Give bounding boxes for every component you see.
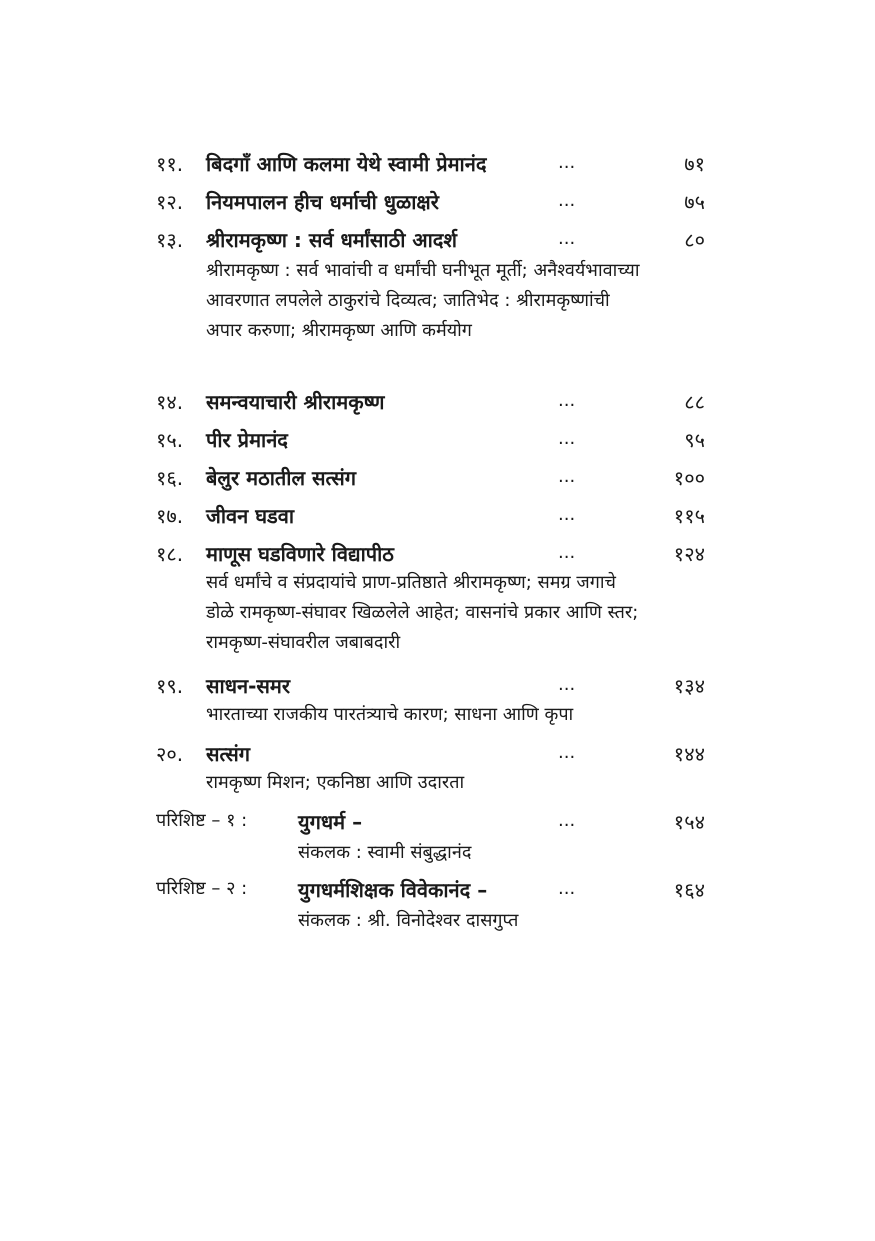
entry-subtopics: श्रीरामकृष्ण : सर्व भावांची व धर्मांची घनीभूत मूर्ती; अनैश्वर्यभावाच्या आवरणात लपलेले ठाकुरांचे दिव्यत्व; जातिभेद : श्रीरामकृष्णांची अपार करुणा; श्रीरामकृष्ण आणि कर्मयोग bbox=[206, 260, 640, 341]
entry-title: समन्वयाचारी श्रीरामकृष्ण bbox=[206, 390, 385, 414]
entry-page: ८८ bbox=[684, 390, 705, 414]
entry-page: १२४ bbox=[673, 542, 705, 566]
entry-page: ७१ bbox=[684, 152, 705, 176]
entry-title: साधन-समर bbox=[206, 674, 291, 698]
entry-page: १०० bbox=[673, 466, 705, 490]
entry-number: १८. bbox=[156, 542, 184, 566]
entry-dots: ... bbox=[558, 466, 576, 487]
appendix-title: युगधर्मशिक्षक विवेकानंद – bbox=[298, 878, 488, 902]
entry-title: जीवन घडवा bbox=[206, 504, 295, 528]
entry-dots: ... bbox=[558, 504, 576, 525]
entry-page: १४४ bbox=[673, 742, 705, 766]
entry-dots: ... bbox=[558, 190, 576, 211]
entry-dots: ... bbox=[558, 674, 576, 695]
entry-page: ८० bbox=[684, 228, 705, 252]
entry-title: सत्संग bbox=[206, 742, 251, 766]
entry-dots: ... bbox=[558, 428, 576, 449]
appendix-compiler: संकलक : श्री. विनोदेश्वर दासगुप्त bbox=[298, 910, 519, 931]
appendix-label: परिशिष्ट – १ : bbox=[156, 810, 248, 831]
entry-subtopics: रामकृष्ण मिशन; एकनिष्ठा आणि उदारता bbox=[206, 772, 465, 793]
appendix-title: युगधर्म – bbox=[298, 810, 363, 834]
entry-title: श्रीरामकृष्ण : सर्व धर्मांसाठी आदर्श bbox=[206, 228, 458, 252]
entry-number: १९. bbox=[156, 674, 184, 698]
entry-page: ११५ bbox=[673, 504, 705, 528]
appendix-dots: ... bbox=[558, 810, 576, 831]
entry-subtopics: भारताच्या राजकीय पारतंत्र्याचे कारण; साधना आणि कृपा bbox=[206, 704, 574, 725]
entry-dots: ... bbox=[558, 152, 576, 173]
entry-number: १२. bbox=[156, 190, 184, 214]
entry-dots: ... bbox=[558, 542, 576, 563]
entry-dots: ... bbox=[558, 742, 576, 763]
entry-number: २०. bbox=[156, 742, 184, 766]
appendix-page: १६४ bbox=[673, 878, 705, 902]
appendix-page: १५४ bbox=[673, 810, 705, 834]
entry-title: नियमपालन हीच धर्माची धुळाक्षरे bbox=[206, 190, 439, 214]
appendix-label: परिशिष्ट – २ : bbox=[156, 878, 248, 899]
entry-title: बिदगाँ आणि कलमा येथे स्वामी प्रेमानंद bbox=[206, 152, 487, 176]
entry-number: १४. bbox=[156, 390, 184, 414]
appendix-compiler: संकलक : स्वामी संबुद्धानंद bbox=[298, 842, 472, 863]
entry-title: बेलुर मठातील सत्संग bbox=[206, 466, 357, 490]
entry-number: १५. bbox=[156, 428, 184, 452]
entry-dots: ... bbox=[558, 228, 576, 249]
entry-page: ७५ bbox=[684, 190, 705, 214]
entry-number: १६. bbox=[156, 466, 184, 490]
appendix-dots: ... bbox=[558, 878, 576, 899]
entry-page: ९५ bbox=[684, 428, 705, 452]
entry-page: १३४ bbox=[673, 674, 705, 698]
entry-number: १७. bbox=[156, 504, 184, 528]
entry-number: १३. bbox=[156, 228, 184, 252]
entry-title: पीर प्रेमानंद bbox=[206, 428, 288, 452]
entry-dots: ... bbox=[558, 390, 576, 411]
entry-subtopics: सर्व धर्मांचे व संप्रदायांचे प्राण-प्रतिष्ठाते श्रीरामकृष्ण; समग्र जगाचे डोळे रामकृष्ण-संघावर खिळलेले आहेत; वासनांचे प्रकार आणि स्तर; रामकृष्ण-संघावरील जबाबदारी bbox=[206, 572, 639, 653]
entry-title: माणूस घडविणारे विद्यापीठ bbox=[206, 542, 394, 566]
entry-number: ११. bbox=[156, 152, 184, 176]
